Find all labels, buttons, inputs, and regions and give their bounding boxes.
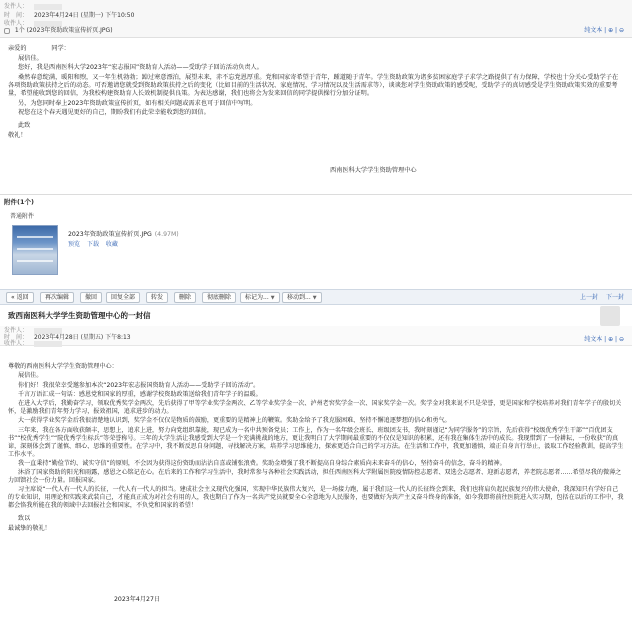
paperclip-icon (4, 28, 10, 34)
next-mail-link[interactable]: 下一封 (605, 294, 624, 301)
chevron-down-icon: ▼ (270, 295, 275, 301)
file-name: 2023年资助政策宣传折页.JPG (68, 231, 152, 238)
paragraph: 您好，我是西南医科大学2023年“宏志报国”资助育人活动——受助学子回访活动负责人。 (18, 64, 263, 72)
from-label: 发件人： (4, 327, 29, 334)
plain-text-link[interactable]: 纯文本 | ⊕ | ⊖ (584, 27, 624, 34)
thumbnail-stripe (17, 248, 53, 250)
permanent-delete-button[interactable]: 彻底删除 (202, 292, 236, 303)
paragraph: 我一直秉持“勤俭节约、诚实守信”的原则，不会因为获得这份资助而沾沾自喜或铺张浪费。奖助金增强了我不断提高自身综合素质向未来奋斗的信心，坚持奋斗的信念，奋斗的精神。 (18, 459, 506, 467)
salutation: 展信佳。 (18, 54, 43, 62)
greeting: 亲爱的 同学： (8, 45, 70, 52)
move-to-label: 移动到... (287, 294, 311, 301)
redacted-recipient (34, 341, 62, 347)
signature: 西南医科大学学生资助管理中心 (330, 167, 417, 174)
thumbnail-stripe (17, 236, 53, 238)
from-label: 发件人： (4, 3, 29, 10)
salutation: 展信佳。 (18, 372, 43, 380)
preview-link[interactable]: 预览 (68, 241, 81, 248)
greeting: 尊敬的西南医科大学学生资助管理中心： (8, 363, 118, 370)
mail-body-1 (8, 45, 624, 142)
attachment-section-label: 普通附件 (10, 213, 35, 220)
paragraph: 大一获得学业奖学金后我很清楚地认识到，奖学金不仅仅是物质的鼓励，更重要的是精神上的鞭策。奖助金给予了我克服困难、坚持不懈追逐梦想的信心和勇气。 (18, 417, 451, 425)
recall-button[interactable]: 撤回 (80, 292, 102, 303)
prev-mail-link[interactable]: 上一封 (580, 294, 599, 301)
paragraph: 沐浴了国家资助的阳光和雨露，感恩之心铭记在心。在后来的工作和学习生活中，我时常参与各种社会实践活动，担任西南医科大学附属医院疫情防控志愿者、双选会志愿者、迎新志愿者，养老院志愿者……希望尽我的微薄之力回馈社会一份力量。回报国家。 (8, 469, 622, 485)
pager (574, 294, 624, 302)
closing-1: 致以 (18, 515, 31, 523)
paragraph: 祝您在这个春天遇见更好的自己，期盼我们有此荣幸能收到您的回信。 (18, 109, 210, 117)
plain-text-link[interactable]: 纯文本 | ⊕ | ⊖ (584, 336, 624, 343)
download-link[interactable]: 下载 (86, 241, 99, 248)
closing-1: 此致 (18, 122, 31, 130)
back-button[interactable]: « 返回 (6, 292, 34, 303)
paragraph: 另，为您同时奉上2023年资助政策宣传折页，如有相关问题或需求也可于回信中写明。 (18, 99, 257, 107)
from-row (4, 3, 62, 11)
time-label: 时 间： (4, 334, 29, 341)
re-edit-button[interactable]: 再次编辑 (40, 292, 74, 303)
mark-as-dropdown[interactable] (240, 292, 280, 303)
paragraph: 桑然春意绽满，暖阳和煦，又一年生机勃勃；踔过寒意漂泊，展望未来，赤不忘党恩厚重。党和国家寄希望于青年，踵道随于青年。学生资助政策为诸多贫困家庭学子求学之路提供了有力保障，学校也十分关心受助学子在各项资助政策扶持之后的动态。可否邀请您就受到资助政策扶持之后的变化（比如目前的生活状况、家庭情况、学习情况以及生活需求等），谈谈您对学生资助政策的感受呢，受助学子的真切感受是学生资助政策实效的重要考量，希望能收到您的回信，为我校构建资助育人长效机制提供良策。为表达感谢，我们也将会为发来回信的同学提供操行分加分证明。 (8, 73, 619, 98)
favorite-link[interactable]: 收藏 (105, 241, 118, 248)
closing-2: 敬礼！ (8, 132, 27, 140)
letter-date: 2023年4月27日 (114, 596, 161, 603)
delete-button[interactable]: 删除 (174, 292, 196, 303)
attachment-title: 附件(1个) (4, 198, 34, 206)
paragraph: 三年来，我在各方面收获颇丰，思想上，追求上进，努力向党组织靠拢，现已成为一名中共预备党员；工作上，作为一名年级会班长、班级团支书，我时刻谨记“为同学服务”的宗旨，先后获得“校级优秀学生干部”“百优团支书”“校优秀学生”“院优秀学生标兵”等荣誉称号。三年的大学生活让我感受到大学是一个充满挑战的地方，更让我明白了大学期间最重要的不仅仅是知识的积累，还有我在集体生活中的成长。我现惜到了一份耕耘，一份收获”的真谛，深刻体会到了谨慎、细心、思维的重要性。在学习中，我不断反思自身问题，寻找解决方案，培养学习思维能力，探索更适合自己的学习方法。在生活和工作中，我更加谨慎，端正自身言行举止，汲取工作经验教训，提高学生工作水平。 (8, 426, 624, 458)
file-size: (4.97M) (154, 231, 179, 238)
paragraph: 在进入大学后，我勤奋学习，领取优秀奖学金两次，先后获得了甲等学业奖学金两次、乙等学业奖学金一次、泸州老窖奖学金一次、国家奖学金一次。奖学金对我来说不只是荣誉，更是国家和学校培养对我们青年学子的殷切关怀，是激励我们青年努力学习，报效祖国，追求进步的动力。 (8, 400, 622, 416)
mail-header-2 (0, 326, 632, 346)
thumbnail-stripe (17, 260, 53, 262)
reply-all-button[interactable]: 回复全部 (106, 292, 140, 303)
to-row (4, 340, 62, 348)
forward-button[interactable]: 转发 (146, 292, 168, 303)
mail-body-2 (8, 363, 624, 534)
redacted-sender[interactable] (34, 328, 62, 334)
mail-subject-2: 致西南医科大学学生资助管理中心的一封信 (8, 311, 151, 320)
mail-header-1 (0, 0, 632, 38)
redacted-recipient[interactable] (34, 21, 62, 27)
attachment-summary[interactable] (4, 27, 113, 35)
attachment-panel (0, 194, 632, 280)
attachment-thumbnail[interactable] (12, 225, 58, 275)
time-row (4, 12, 134, 20)
paragraph: 习主席说“一代人有一代人的长征，一代人有一代人的担当。建成社会主义现代化强国，实现中华民族伟大复兴，是一场接力跑，属于我们这一代人的长征终会到来，我们也将肩负起民族复兴的伟大使命，我深知只有学好自己的专业知识，用理论和实践来武装自己，才能真正成为对社会有用的人，我也期白了作为一名共产党员就要全心全意地为人民服务，也要做好为共产主义奋斗终身的准备，如今我即将前往医院进入实习期，包括在以后的工作中，我都会恪我所能在我的领域中去回报社会和国家，不负党和国家的希望！ (8, 486, 624, 510)
move-to-dropdown[interactable] (282, 292, 322, 303)
chevron-down-icon: ▼ (312, 295, 317, 301)
paragraph: 千言万语汇成一句话：感恩党和国家的厚重，感谢学校资助政策送给我们青年学子的温暖。 (18, 390, 262, 398)
time-value: 2023年4月28日 (星期五) 下午8:13 (33, 334, 131, 341)
attachment-file[interactable] (68, 231, 179, 239)
to-label: 收件人： (4, 20, 29, 27)
redacted-sender (34, 4, 62, 10)
time-label: 时 间： (4, 12, 29, 19)
paragraph: 你们好！我很荣幸受邀参加本次“2023年宏志报国资助育人活动——受助学子回访活动”。 (18, 381, 260, 389)
attachment-actions (68, 241, 123, 249)
time-value: 2023年4月24日 (星期一) 下午10:50 (33, 12, 135, 19)
to-label: 收件人： (4, 340, 29, 347)
mail-toolbar (0, 289, 632, 305)
mark-as-label: 标记为... (245, 294, 269, 301)
closing-2: 最诚挚的敬礼！ (8, 524, 51, 532)
attachment-summary-text: 1个 (2023年资助政策宣传折页.JPG) (14, 27, 113, 34)
avatar (600, 306, 620, 326)
